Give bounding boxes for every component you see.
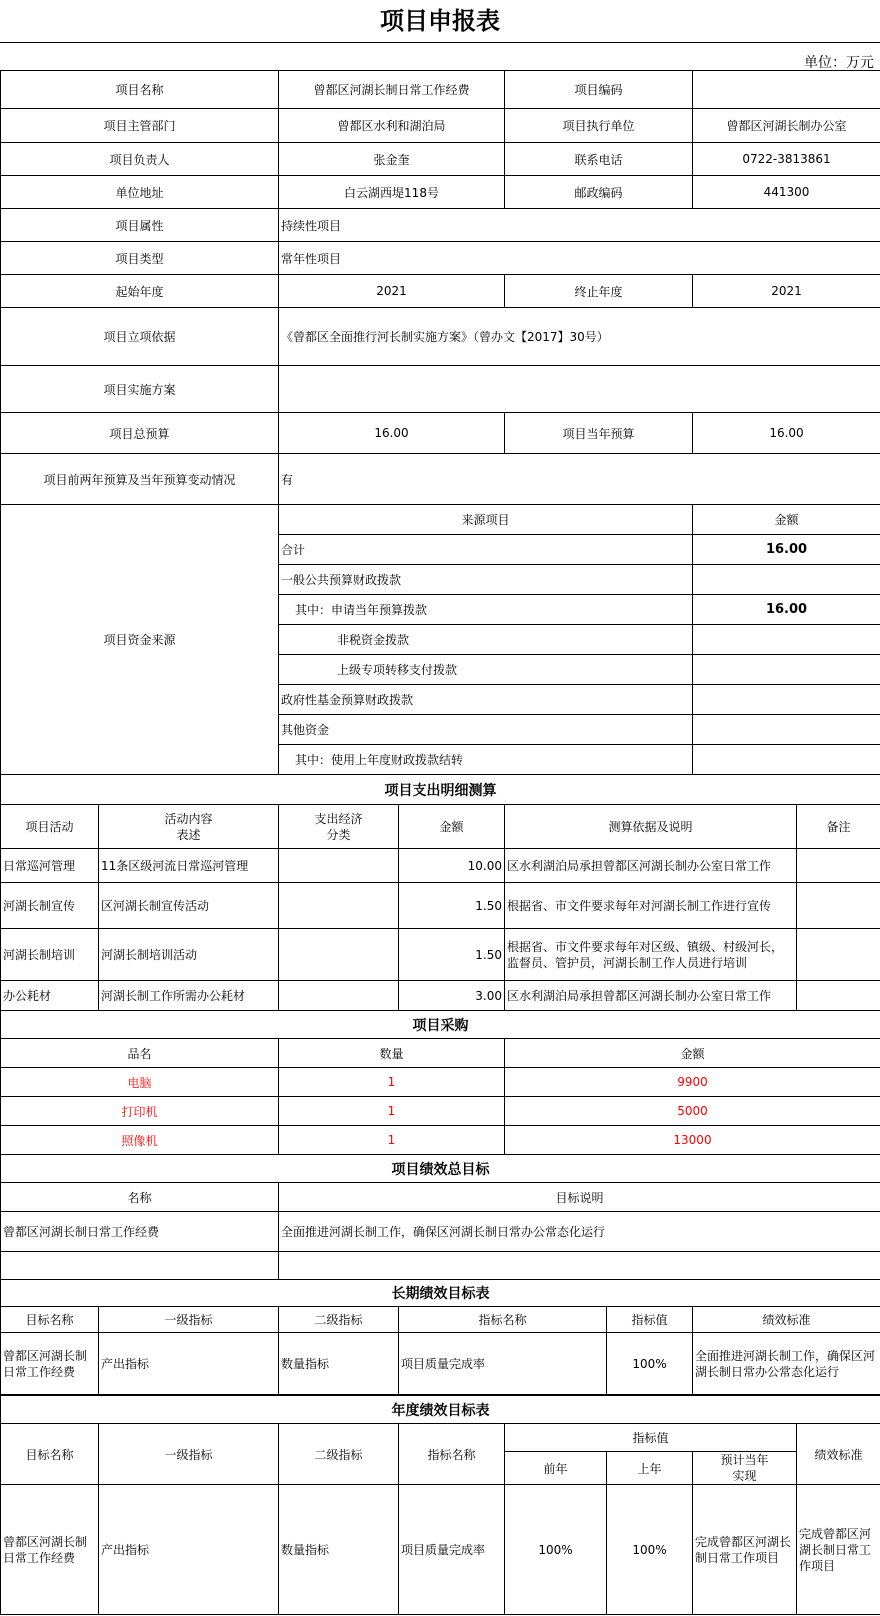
expense-header: 测算依据及说明 xyxy=(505,805,797,849)
dept-value: 曾都区水利和湖泊局 xyxy=(279,109,505,143)
expense-note xyxy=(797,981,880,1011)
goal-header-desc: 目标说明 xyxy=(279,1183,880,1212)
expense-activity: 日常巡河管理 xyxy=(1,849,99,883)
long-term-indicator: 项目质量完成率 xyxy=(399,1333,607,1395)
long-term-table xyxy=(0,1279,880,1395)
purchase-item-qty: 1 xyxy=(279,1068,505,1097)
funding-header-source: 来源项目 xyxy=(279,505,693,535)
funding-row-name: 上级专项转移支付拨款 xyxy=(279,655,693,685)
expense-basis: 区水利湖泊局承担曾都区河湖长制办公室日常工作 xyxy=(505,981,797,1011)
expense-category xyxy=(279,849,399,883)
unit-label: 单位：万元 xyxy=(804,55,874,71)
plan-value xyxy=(279,366,880,413)
expense-amount: 3.00 xyxy=(399,981,505,1011)
purchase-item-amount: 5000 xyxy=(505,1097,880,1126)
expense-content: 区河湖长制宣传活动 xyxy=(99,883,279,929)
expense-activity: 河湖长制培训 xyxy=(1,929,99,981)
expense-category xyxy=(279,929,399,981)
purchase-section-title: 项目采购 xyxy=(1,1011,880,1039)
expense-section-title: 项目支出明细测算 xyxy=(1,775,880,805)
expense-header: 备注 xyxy=(797,805,880,849)
owner-value: 张金奎 xyxy=(279,143,505,176)
phone-value: 0722-3813861 xyxy=(693,143,880,176)
project-code-value xyxy=(693,71,880,109)
goal-table xyxy=(0,1154,880,1280)
purchase-table xyxy=(0,1010,880,1155)
start-year-value: 2021 xyxy=(279,275,505,308)
goal-empty-cell xyxy=(279,1252,880,1280)
expense-amount: 10.00 xyxy=(399,849,505,883)
dept-label: 项目主管部门 xyxy=(1,109,279,143)
expense-amount: 1.50 xyxy=(399,929,505,981)
end-year-label: 终止年度 xyxy=(505,275,693,308)
goal-empty-cell xyxy=(1,1252,279,1280)
expense-amount: 1.50 xyxy=(399,883,505,929)
long-term-header: 目标名称 xyxy=(1,1307,99,1333)
page-title: 项目申报表 xyxy=(380,7,500,35)
annual-prev2: 100% xyxy=(505,1485,607,1615)
address-value: 白云湖西堤118号 xyxy=(279,176,505,209)
purchase-item-qty: 1 xyxy=(279,1097,505,1126)
total-budget-label: 项目总预算 xyxy=(1,413,279,454)
long-term-level1: 产出指标 xyxy=(99,1333,279,1395)
purchase-item-qty: 1 xyxy=(279,1126,505,1155)
plan-label: 项目实施方案 xyxy=(1,366,279,413)
expense-category xyxy=(279,981,399,1011)
type-value: 常年性项目 xyxy=(279,242,880,275)
expense-note xyxy=(797,929,880,981)
start-year-label: 起始年度 xyxy=(1,275,279,308)
annual-subheader: 前年 xyxy=(505,1452,607,1485)
basis-label: 项目立项依据 xyxy=(1,308,279,366)
expense-content: 11条区级河流日常巡河管理 xyxy=(99,849,279,883)
budget-change-label: 项目前两年预算及当年预算变动情况 xyxy=(1,454,279,505)
funding-row-name: 其中：使用上年度财政拨款结转 xyxy=(279,745,693,775)
goal-section-title: 项目绩效总目标 xyxy=(1,1155,880,1183)
purchase-header: 品名 xyxy=(1,1039,279,1068)
expense-header: 支出经济 分类 xyxy=(279,805,399,849)
funding-row-amount xyxy=(693,655,880,685)
long-term-header: 指标名称 xyxy=(399,1307,607,1333)
attr-value: 持续性项目 xyxy=(279,209,880,242)
expense-basis: 根据省、市文件要求每年对区级、镇级、村级河长，监督员、管护员，河湖长制工作人员进行培训 xyxy=(505,929,797,981)
annual-header: 一级指标 xyxy=(99,1424,279,1485)
funding-row-name: 非税资金拨款 xyxy=(279,625,693,655)
funding-row-amount xyxy=(693,565,880,595)
goal-name: 曾都区河湖长制日常工作经费 xyxy=(1,1212,279,1252)
annual-subheader: 预计当年 实现 xyxy=(693,1452,797,1485)
annual-header: 二级指标 xyxy=(279,1424,399,1485)
long-term-header: 二级指标 xyxy=(279,1307,399,1333)
long-term-header: 指标值 xyxy=(607,1307,693,1333)
expense-category xyxy=(279,883,399,929)
annual-indicator: 项目质量完成率 xyxy=(399,1485,505,1615)
funding-row-name: 其中：申请当年预算拨款 xyxy=(279,595,693,625)
long-term-value: 100% xyxy=(607,1333,693,1395)
purchase-item-name: 电脑 xyxy=(1,1068,279,1097)
project-info-table xyxy=(0,70,880,505)
expense-note xyxy=(797,883,880,929)
funding-table xyxy=(0,504,880,775)
annual-section-title: 年度绩效目标表 xyxy=(1,1396,880,1424)
expense-activity: 办公耗材 xyxy=(1,981,99,1011)
funding-header-amount: 金额 xyxy=(693,505,880,535)
purchase-item-amount: 9900 xyxy=(505,1068,880,1097)
funding-row-name: 其他资金 xyxy=(279,715,693,745)
zip-value: 441300 xyxy=(693,176,880,209)
phone-label: 联系电话 xyxy=(505,143,693,176)
annual-header: 绩效标准 xyxy=(797,1424,880,1485)
exec-unit-value: 曾都区河湖长制办公室 xyxy=(693,109,880,143)
owner-label: 项目负责人 xyxy=(1,143,279,176)
funding-label: 项目资金来源 xyxy=(1,505,279,775)
expense-header: 活动内容 表述 xyxy=(99,805,279,849)
funding-row-amount xyxy=(693,715,880,745)
funding-row-name: 政府性基金预算财政拨款 xyxy=(279,685,693,715)
annual-subheader: 上年 xyxy=(607,1452,693,1485)
attr-label: 项目属性 xyxy=(1,209,279,242)
long-term-section-title: 长期绩效目标表 xyxy=(1,1280,880,1307)
address-label: 单位地址 xyxy=(1,176,279,209)
funding-row-name: 合计 xyxy=(279,535,693,565)
expense-header: 金额 xyxy=(399,805,505,849)
zip-label: 邮政编码 xyxy=(505,176,693,209)
expense-basis: 区水利湖泊局承担曾都区河湖长制办公室日常工作 xyxy=(505,849,797,883)
funding-row-amount xyxy=(693,625,880,655)
purchase-header: 数量 xyxy=(279,1039,505,1068)
funding-row-amount: 16.00 xyxy=(693,595,880,625)
purchase-item-name: 打印机 xyxy=(1,1097,279,1126)
expense-activity: 河湖长制宣传 xyxy=(1,883,99,929)
annual-header: 指标值 xyxy=(505,1424,797,1452)
project-name-value: 曾都区河湖长制日常工作经费 xyxy=(279,71,505,109)
expense-note xyxy=(797,849,880,883)
expense-basis: 根据省、市文件要求每年对河湖长制工作进行宣传 xyxy=(505,883,797,929)
year-budget-value: 16.00 xyxy=(693,413,880,454)
annual-table xyxy=(0,1395,880,1615)
purchase-item-name: 照像机 xyxy=(1,1126,279,1155)
annual-level1: 产出指标 xyxy=(99,1485,279,1615)
goal-desc: 全面推进河湖长制工作，确保区河湖长制日常办公常态化运行 xyxy=(279,1212,880,1252)
expense-table xyxy=(0,774,880,1011)
annual-target: 曾都区河湖长制日常工作经费 xyxy=(1,1485,99,1615)
long-term-level2: 数量指标 xyxy=(279,1333,399,1395)
end-year-value: 2021 xyxy=(693,275,880,308)
purchase-header: 金额 xyxy=(505,1039,880,1068)
annual-standard: 完成曾都区河湖长制日常工作项目 xyxy=(797,1485,880,1615)
annual-level2: 数量指标 xyxy=(279,1485,399,1615)
annual-expected: 完成曾都区河湖长制日常工作项目 xyxy=(693,1485,797,1615)
long-term-target: 曾都区河湖长制日常工作经费 xyxy=(1,1333,99,1395)
long-term-header: 一级指标 xyxy=(99,1307,279,1333)
exec-unit-label: 项目执行单位 xyxy=(505,109,693,143)
annual-header: 目标名称 xyxy=(1,1424,99,1485)
expense-header: 项目活动 xyxy=(1,805,99,849)
funding-row-amount xyxy=(693,745,880,775)
expense-content: 河湖长制培训活动 xyxy=(99,929,279,981)
budget-change-value: 有 xyxy=(279,454,880,505)
title-divider xyxy=(0,42,880,43)
type-label: 项目类型 xyxy=(1,242,279,275)
expense-content: 河湖长制工作所需办公耗材 xyxy=(99,981,279,1011)
annual-prev1: 100% xyxy=(607,1485,693,1615)
funding-row-amount: 16.00 xyxy=(693,535,880,565)
year-budget-label: 项目当年预算 xyxy=(505,413,693,454)
annual-header: 指标名称 xyxy=(399,1424,505,1485)
basis-value: 《曾都区全面推行河长制实施方案》（曾办文【2017】30号） xyxy=(279,308,880,366)
long-term-standard: 全面推进河湖长制工作，确保区河湖长制日常办公常态化运行 xyxy=(693,1333,880,1395)
purchase-item-amount: 13000 xyxy=(505,1126,880,1155)
funding-row-name: 一般公共预算财政拨款 xyxy=(279,565,693,595)
project-code-label: 项目编码 xyxy=(505,71,693,109)
goal-header-name: 名称 xyxy=(1,1183,279,1212)
long-term-header: 绩效标准 xyxy=(693,1307,880,1333)
funding-row-amount xyxy=(693,685,880,715)
total-budget-value: 16.00 xyxy=(279,413,505,454)
project-name-label: 项目名称 xyxy=(1,71,279,109)
